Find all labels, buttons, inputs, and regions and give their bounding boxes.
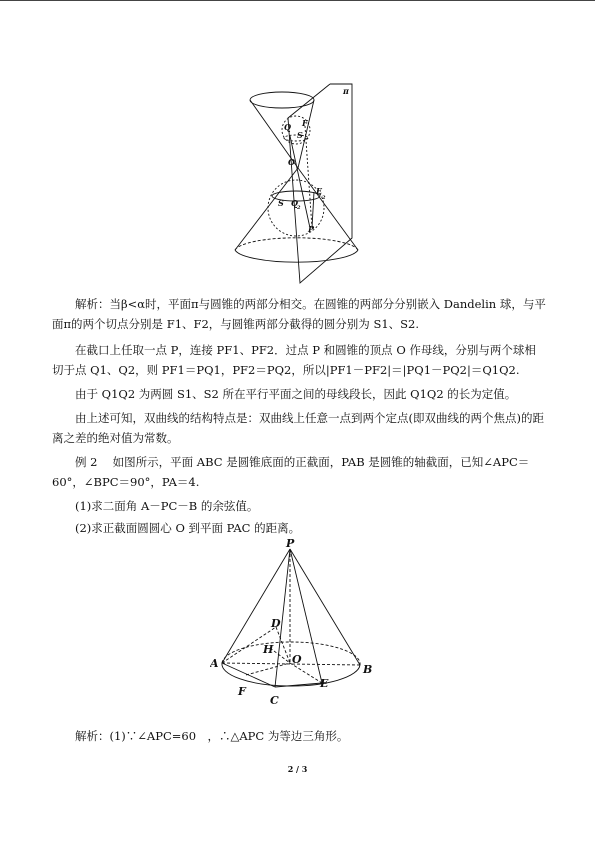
label-p: P	[308, 224, 315, 234]
label-s1: S	[297, 130, 303, 140]
label-o: O	[292, 653, 302, 666]
label-s2: S	[278, 198, 284, 208]
paragraph-4: 由上述可知，双曲线的结构特点是：双曲线上任意一点到两个定点(即双曲线的两个焦点)的距离之差的绝对值为常数。	[52, 411, 544, 445]
label-o: O	[288, 157, 295, 167]
paragraph-3: 由于 Q1Q2 为两圆 S1、S2 所在平行平面之间的母线段长，因此 Q1Q2 的长为定值。	[75, 387, 517, 401]
label-e: E	[316, 186, 323, 196]
answer-line: 解析：(1)∵∠APC=60 ，∴△APC 为等边三角形。	[75, 729, 349, 743]
label-f1: F	[302, 118, 308, 128]
paragraph-5: 例 2 如图所示，平面 ABC 是圆锥底面的正截面，PAB 是圆锥的轴截面，已知∠APC＝60°，∠BPC＝90°，PA＝4.	[52, 455, 530, 489]
question-2: (2)求正截面圆圆心 O 到平面 PAC 的距离。	[75, 521, 301, 535]
label-q1: Q	[284, 122, 291, 132]
label-q2-sub: 2	[297, 205, 301, 211]
paragraph-2: 在截口上任取一点 P，连接 PF1、PF2．过点 P 和圆锥的顶点 O 作母线，分别与两个球相切于点 Q1、Q2，则 PF1＝PQ1，PF2＝PQ2，所以|PF1－PF2|＝|PQ1－PQ2|＝Q1Q2.	[52, 343, 536, 377]
label-c: C	[270, 694, 279, 707]
label-f: F	[238, 685, 246, 698]
label-h: H	[263, 643, 274, 656]
label-a: A	[210, 657, 219, 670]
label-pi: π	[343, 86, 349, 96]
label-p: P	[286, 537, 295, 550]
question-1: (1)求二面角 A－PC－B 的余弦值。	[75, 499, 259, 513]
figure-cone	[210, 535, 385, 710]
label-e-sub: 2	[322, 195, 326, 201]
label-b: B	[363, 663, 373, 676]
paragraph-1: 解析：当β<α时，平面π与圆锥的两部分相交。在圆锥的两部分分别嵌入 Dandelin 球，与平面π的两个切点分别是 F1、F2，与圆锥两部分截得的圆分别为 S1、S2.	[52, 297, 546, 331]
figure-double-cone	[230, 78, 360, 288]
label-q2: Q	[291, 198, 298, 208]
page-number: 2 / 3	[287, 764, 308, 774]
label-e: E	[320, 677, 329, 690]
top-rule	[0, 0, 595, 1]
label-d: D	[271, 617, 281, 630]
